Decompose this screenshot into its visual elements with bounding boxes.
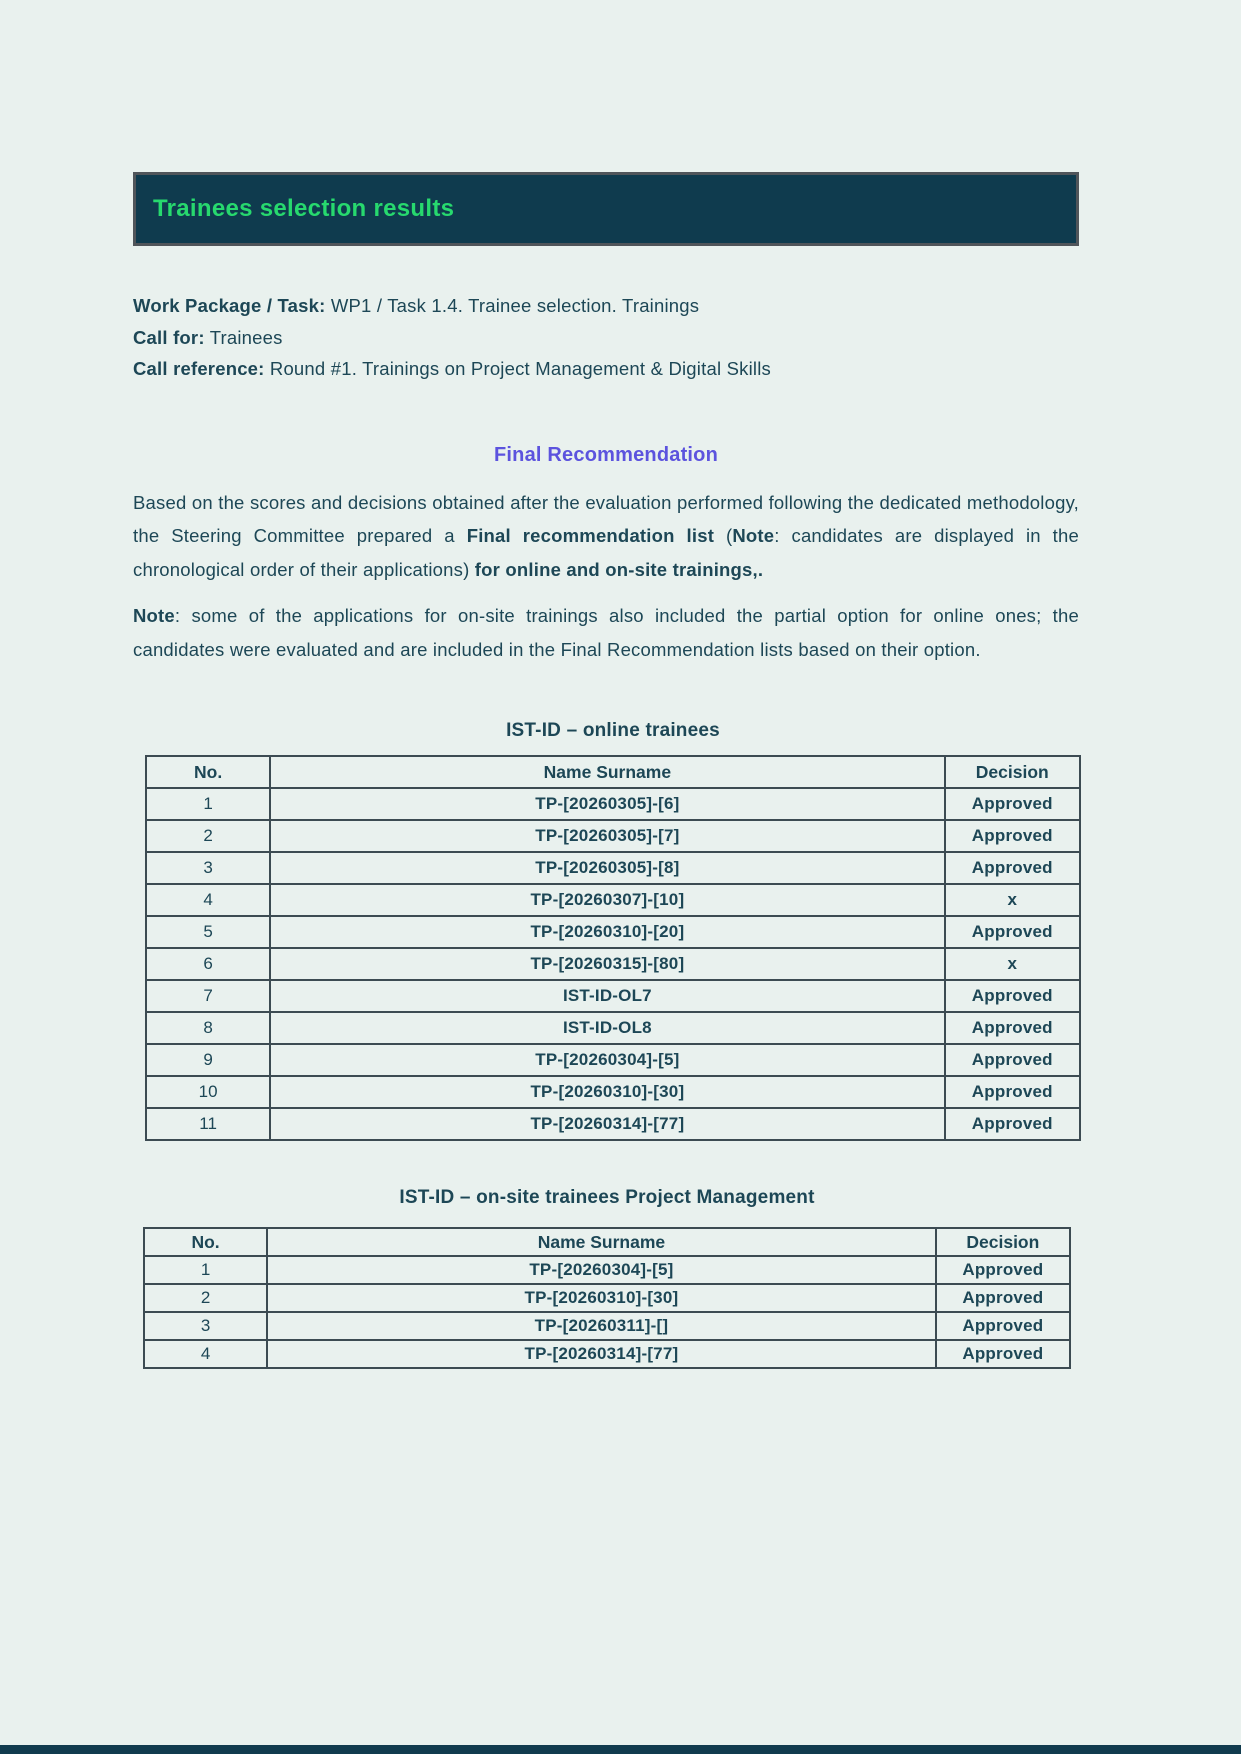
decision-cell: Approved [945,1076,1080,1108]
name-surname-cell: TP-[20260305]-[6] [270,788,944,820]
table-row [146,916,1080,948]
name-surname-cell: TP-[20260310]-[30] [267,1284,936,1312]
row-number-cell: 1 [144,1256,267,1284]
name-surname-cell: TP-[20260307]-[10] [270,884,944,916]
name-surname-cell: TP-[20260304]-[5] [267,1256,936,1284]
table-row [146,820,1080,852]
decision-cell: x [945,884,1080,916]
decision-cell: Approved [945,916,1080,948]
name-surname-cell: TP-[20260310]-[30] [270,1076,944,1108]
row-number-cell: 3 [146,852,270,884]
name-surname-cell: TP-[20260311]-[] [267,1312,936,1340]
meta-label: Call for: [133,326,205,348]
paragraph-text-bold: Note [732,525,775,546]
table-row [146,852,1080,884]
name-surname-cell: IST-ID-OL7 [270,980,944,1012]
table-row [144,1340,1070,1368]
meta-line-work-package [133,290,1079,322]
note-paragraph [133,599,1079,666]
paragraph-text: : candidates are displayed in the chronological order of their applications) [133,525,1079,580]
table-header-row [146,756,1080,788]
name-surname-cell: TP-[20260305]-[8] [270,852,944,884]
table-row [146,788,1080,820]
row-number-cell: 3 [144,1312,267,1340]
decision-cell: Approved [945,1108,1080,1140]
table-row [146,1108,1080,1140]
name-surname-cell: TP-[20260314]-[77] [267,1340,936,1368]
name-surname-cell: TP-[20260305]-[7] [270,820,944,852]
row-number-cell: 8 [146,1012,270,1044]
header-no: No. [146,756,270,788]
name-surname-cell: TP-[20260315]-[80] [270,948,944,980]
decision-cell: Approved [936,1256,1070,1284]
row-number-cell: 10 [146,1076,270,1108]
name-surname-cell: TP-[20260314]-[77] [270,1108,944,1140]
title-banner [133,172,1079,246]
decision-cell: Approved [936,1312,1070,1340]
decision-cell: Approved [945,852,1080,884]
row-number-cell: 11 [146,1108,270,1140]
row-number-cell: 1 [146,788,270,820]
decision-cell: Approved [945,1012,1080,1044]
onsite-trainees-table [143,1227,1071,1369]
header-decision: Decision [945,756,1080,788]
table-header-row [144,1228,1070,1256]
final-recommendation-heading: Final Recommendation [493,443,719,466]
table-row [144,1284,1070,1312]
table-row [144,1256,1070,1284]
paragraph-text: Based on the scores and decisions obtained after the evaluation performed following the dedicated methodology, the Steering Committee prepared a [133,491,1079,546]
onsite-trainees-table-title: IST-ID – on-site trainees Project Management [399,1187,815,1208]
online-trainees-table-title: IST-ID – online trainees [506,720,720,741]
decision-cell: Approved [945,980,1080,1012]
row-number-cell: 4 [144,1340,267,1368]
table-row [146,1012,1080,1044]
row-number-cell: 5 [146,916,270,948]
table-row [146,948,1080,980]
meta-line-call-for [133,322,1079,354]
paragraph-text-bold: for online and on-site trainings,. [474,558,764,580]
header-decision: Decision [936,1228,1070,1256]
decision-cell: Approved [945,1044,1080,1076]
decision-cell: x [945,948,1080,980]
paragraph-text-bold: Note [133,605,175,626]
row-number-cell: 7 [146,980,270,1012]
intro-paragraph [133,486,1079,587]
paragraph-text: : some of the applications for on-site trainings also included the partial option for online ones; the candidates were evaluated and are included in the Final Recommendation lists based on their option. [133,605,1079,660]
call-metadata [133,290,1079,385]
meta-label: Work Package / Task: [133,295,326,316]
decision-cell: Approved [945,788,1080,820]
table-row [144,1312,1070,1340]
row-number-cell: 9 [146,1044,270,1076]
page-title: Trainees selection results [153,195,455,222]
meta-value: Round #1. Trainings on Project Management & Digital Skills [264,358,771,379]
paragraph-text-bold: Final recommendation list [466,525,715,546]
decision-cell: Approved [936,1340,1070,1368]
table-row [146,980,1080,1012]
header-name-surname: Name Surname [267,1228,936,1256]
row-number-cell: 4 [146,884,270,916]
meta-value: WP1 / Task 1.4. Trainee selection. Trainings [325,295,700,316]
decision-cell: Approved [936,1284,1070,1312]
meta-value: Trainees [204,326,283,348]
header-no: No. [144,1228,267,1256]
row-number-cell: 6 [146,948,270,980]
online-trainees-table [145,755,1081,1141]
row-number-cell: 2 [144,1284,267,1312]
decision-cell: Approved [945,820,1080,852]
page-bottom-bar [0,1745,1241,1754]
name-surname-cell: TP-[20260304]-[5] [270,1044,944,1076]
name-surname-cell: TP-[20260310]-[20] [270,916,944,948]
paragraph-text: ( [714,525,733,546]
row-number-cell: 2 [146,820,270,852]
table-row [146,1044,1080,1076]
meta-label: Call reference: [133,358,265,379]
header-name-surname: Name Surname [270,756,944,788]
name-surname-cell: IST-ID-OL8 [270,1012,944,1044]
meta-line-call-reference [133,353,1079,385]
table-row [146,1076,1080,1108]
table-row [146,884,1080,916]
document-page [133,172,1079,1369]
